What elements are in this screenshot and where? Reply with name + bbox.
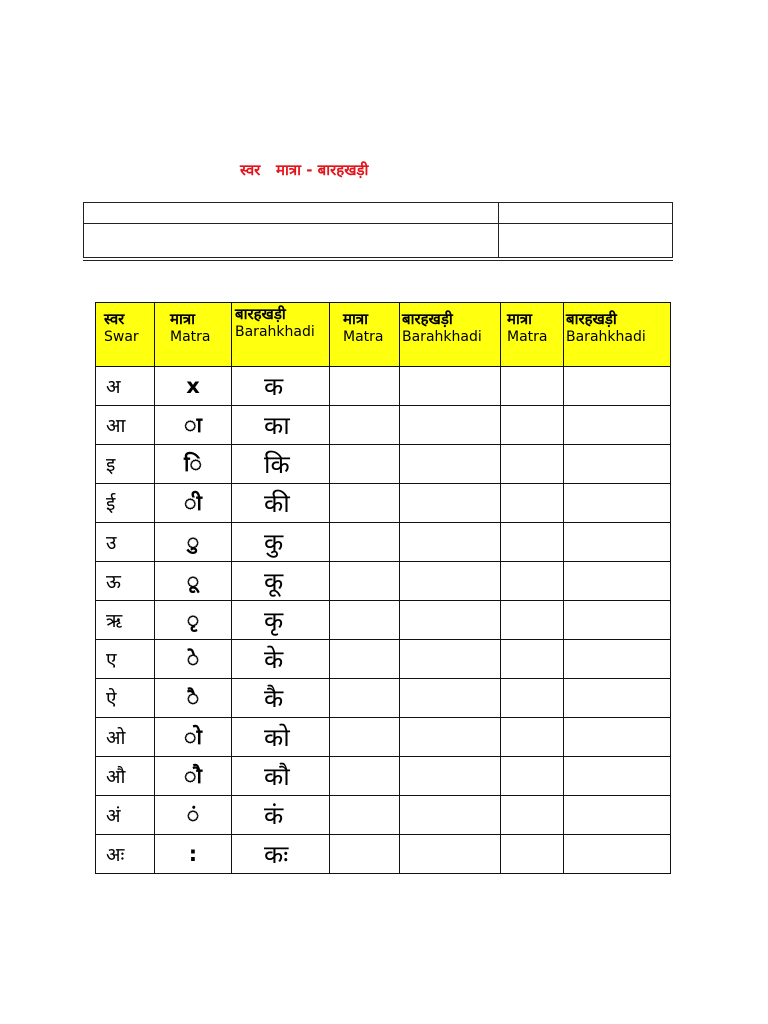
barahkhadi-cell: कु — [232, 523, 330, 562]
swar-cell: अ — [96, 367, 155, 406]
matra-cell: ू — [155, 562, 232, 601]
empty-matra-cell — [330, 523, 400, 562]
header-label-english: Matra — [170, 329, 211, 345]
divider — [83, 260, 673, 261]
matra-cell: े — [155, 640, 232, 679]
empty-barahkhadi-cell — [400, 757, 501, 796]
empty-matra-cell — [330, 796, 400, 835]
table-row — [96, 796, 671, 835]
empty-barahkhadi-cell — [400, 562, 501, 601]
header-matra — [330, 303, 400, 367]
empty-matra-cell — [501, 562, 564, 601]
info-row — [84, 203, 673, 224]
matra-cell: ै — [155, 679, 232, 718]
header-swar — [96, 303, 155, 367]
header-label-english: Barahkhadi — [235, 324, 315, 340]
empty-matra-cell — [330, 562, 400, 601]
header-label-hindi: बारहखड़ी — [235, 305, 286, 323]
empty-barahkhadi-cell — [400, 445, 501, 484]
header-label-hindi: मात्रा — [170, 310, 196, 328]
header-row — [96, 303, 671, 367]
barahkhadi-cell: कि — [232, 445, 330, 484]
empty-barahkhadi-cell — [400, 640, 501, 679]
header-barahkhadi — [400, 303, 501, 367]
barahkhadi-cell: कः — [232, 835, 330, 874]
header-barahkhadi — [232, 303, 330, 367]
empty-barahkhadi-cell — [564, 757, 671, 796]
barahkhadi-cell: कै — [232, 679, 330, 718]
info-table — [83, 202, 673, 258]
matra-cell: ं — [155, 796, 232, 835]
empty-barahkhadi-cell — [564, 367, 671, 406]
empty-barahkhadi-cell — [564, 445, 671, 484]
matra-cell: ृ — [155, 601, 232, 640]
empty-barahkhadi-cell — [564, 718, 671, 757]
header-label-english: Matra — [343, 329, 384, 345]
page-title: स्वर मात्रा - बारहखड़ी — [240, 161, 369, 179]
empty-barahkhadi-cell — [564, 484, 671, 523]
swar-cell: ऐ — [96, 679, 155, 718]
info-cell — [499, 203, 673, 224]
barahkhadi-cell: कृ — [232, 601, 330, 640]
swar-cell: आ — [96, 406, 155, 445]
empty-barahkhadi-cell — [564, 562, 671, 601]
empty-barahkhadi-cell — [400, 796, 501, 835]
header-label-english: Barahkhadi — [402, 329, 482, 345]
empty-barahkhadi-cell — [564, 679, 671, 718]
table-row — [96, 757, 671, 796]
empty-matra-cell — [501, 640, 564, 679]
empty-matra-cell — [330, 718, 400, 757]
info-row — [84, 224, 673, 258]
empty-barahkhadi-cell — [564, 796, 671, 835]
empty-barahkhadi-cell — [400, 406, 501, 445]
empty-matra-cell — [330, 484, 400, 523]
barahkhadi-cell: क — [232, 367, 330, 406]
header-label-hindi: बारहखड़ी — [402, 310, 453, 328]
empty-matra-cell — [501, 523, 564, 562]
header-label-hindi: बारहखड़ी — [566, 310, 617, 328]
barahkhadi-table — [95, 302, 671, 874]
info-cell — [499, 224, 673, 258]
empty-matra-cell — [501, 718, 564, 757]
table-row — [96, 562, 671, 601]
header-label-english: Barahkhadi — [566, 329, 646, 345]
matra-cell: x — [155, 367, 232, 406]
matra-cell: ौ — [155, 757, 232, 796]
empty-barahkhadi-cell — [564, 406, 671, 445]
table-row — [96, 367, 671, 406]
empty-barahkhadi-cell — [400, 718, 501, 757]
matra-cell: ी — [155, 484, 232, 523]
empty-barahkhadi-cell — [400, 484, 501, 523]
empty-matra-cell — [501, 445, 564, 484]
empty-matra-cell — [330, 757, 400, 796]
swar-cell: इ — [96, 445, 155, 484]
empty-matra-cell — [501, 367, 564, 406]
empty-barahkhadi-cell — [400, 367, 501, 406]
empty-matra-cell — [501, 757, 564, 796]
empty-matra-cell — [501, 796, 564, 835]
empty-barahkhadi-cell — [564, 835, 671, 874]
empty-matra-cell — [501, 835, 564, 874]
empty-matra-cell — [330, 367, 400, 406]
table-row — [96, 640, 671, 679]
table-row — [96, 835, 671, 874]
table-row — [96, 406, 671, 445]
empty-barahkhadi-cell — [564, 601, 671, 640]
empty-barahkhadi-cell — [400, 835, 501, 874]
barahkhadi-cell: का — [232, 406, 330, 445]
header-label-english: Swar — [104, 329, 139, 345]
empty-matra-cell — [330, 679, 400, 718]
empty-barahkhadi-cell — [400, 601, 501, 640]
header-label-english: Matra — [507, 329, 548, 345]
empty-matra-cell — [330, 835, 400, 874]
swar-cell: अः — [96, 835, 155, 874]
barahkhadi-cell: को — [232, 718, 330, 757]
matra-cell: ु — [155, 523, 232, 562]
header-matra — [501, 303, 564, 367]
swar-cell: ओ — [96, 718, 155, 757]
matra-cell: ि — [155, 445, 232, 484]
empty-matra-cell — [330, 445, 400, 484]
swar-cell: औ — [96, 757, 155, 796]
table-row — [96, 484, 671, 523]
matra-cell: ो — [155, 718, 232, 757]
barahkhadi-cell: कं — [232, 796, 330, 835]
header-barahkhadi — [564, 303, 671, 367]
empty-barahkhadi-cell — [564, 523, 671, 562]
barahkhadi-cell: के — [232, 640, 330, 679]
empty-matra-cell — [501, 679, 564, 718]
empty-barahkhadi-cell — [400, 679, 501, 718]
barahkhadi-cell: की — [232, 484, 330, 523]
empty-matra-cell — [501, 484, 564, 523]
swar-cell: ई — [96, 484, 155, 523]
swar-cell: उ — [96, 523, 155, 562]
empty-matra-cell — [501, 406, 564, 445]
swar-cell: ए — [96, 640, 155, 679]
matra-cell: : — [155, 835, 232, 874]
table-row — [96, 445, 671, 484]
header-label-hindi: मात्रा — [507, 310, 533, 328]
info-cell — [84, 203, 499, 224]
empty-barahkhadi-cell — [400, 523, 501, 562]
table-row — [96, 718, 671, 757]
empty-barahkhadi-cell — [564, 640, 671, 679]
barahkhadi-cell: कू — [232, 562, 330, 601]
matra-cell: ा — [155, 406, 232, 445]
empty-matra-cell — [501, 601, 564, 640]
table-row — [96, 601, 671, 640]
table-row — [96, 679, 671, 718]
info-cell — [84, 224, 499, 258]
swar-cell: ऊ — [96, 562, 155, 601]
swar-cell: ऋ — [96, 601, 155, 640]
header-label-hindi: मात्रा — [343, 310, 369, 328]
empty-matra-cell — [330, 406, 400, 445]
header-label-hindi: स्वर — [104, 310, 125, 328]
swar-cell: अं — [96, 796, 155, 835]
empty-matra-cell — [330, 601, 400, 640]
barahkhadi-cell: कौ — [232, 757, 330, 796]
header-matra — [155, 303, 232, 367]
empty-matra-cell — [330, 640, 400, 679]
table-row — [96, 523, 671, 562]
